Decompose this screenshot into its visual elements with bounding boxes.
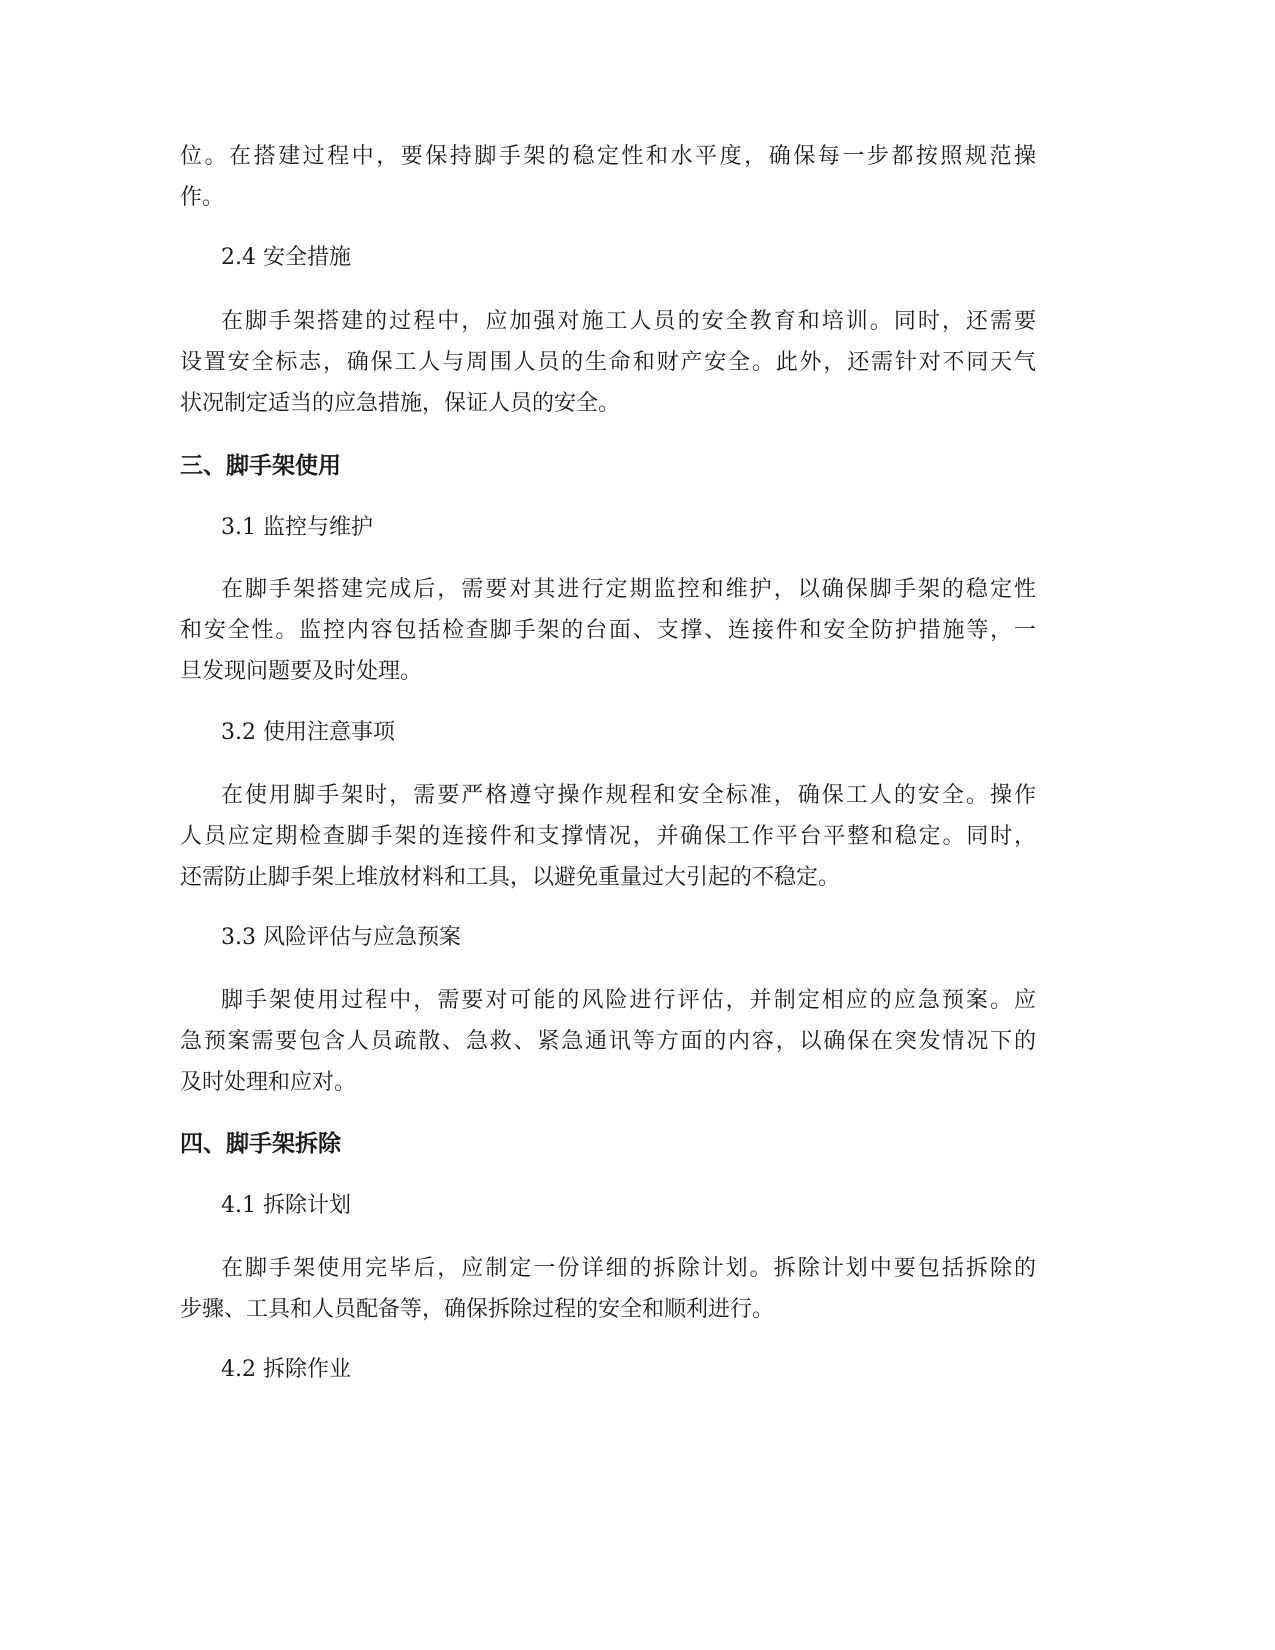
paragraph-line: 旦发现问题要及时处理。 [180, 659, 423, 684]
paragraph-line: 在使用脚手架时，需要严格遵守操作规程和安全标准，确保工人的安全。操作 [221, 783, 1036, 808]
subsection-title-4-2: 4.2 拆除作业 [221, 1357, 351, 1382]
paragraph-line: 设置安全标志，确保工人与周围人员的生命和财产安全。此外，还需针对不同天气 [180, 350, 1036, 375]
paragraph-line: 在脚手架使用完毕后，应制定一份详细的拆除计划。拆除计划中要包括拆除的 [221, 1256, 1036, 1281]
subsection-title-2-4: 2.4 安全措施 [221, 245, 351, 270]
paragraph-line: 位。在搭建过程中，要保持脚手架的稳定性和水平度，确保每一步都按照规范操 [180, 144, 1036, 169]
paragraph-line: 脚手架使用过程中，需要对可能的风险进行评估，并制定相应的应急预案。应 [221, 988, 1036, 1013]
paragraph-line: 在脚手架搭建完成后，需要对其进行定期监控和维护，以确保脚手架的稳定性 [221, 577, 1036, 602]
paragraph-line: 人员应定期检查脚手架的连接件和支撑情况，并确保工作平台平整和稳定。同时， [180, 824, 1036, 849]
paragraph-line: 步骤、工具和人员配备等，确保拆除过程的安全和顺利进行。 [180, 1297, 775, 1322]
subsection-title-3-2: 3.2 使用注意事项 [221, 720, 395, 745]
paragraph-line: 状况制定适当的应急措施，保证人员的安全。 [180, 391, 621, 416]
paragraph-line: 在脚手架搭建的过程中，应加强对施工人员的安全教育和培训。同时，还需要 [221, 309, 1036, 334]
paragraph-line: 及时处理和应对。 [180, 1070, 357, 1095]
paragraph-line: 和安全性。监控内容包括检查脚手架的台面、支撑、连接件和安全防护措施等，一 [180, 618, 1036, 643]
paragraph-line: 还需防止脚手架上堆放材料和工具，以避免重量过大引起的不稳定。 [180, 865, 841, 890]
paragraph-line: 急预案需要包含人员疏散、急救、紧急通讯等方面的内容，以确保在突发情况下的 [180, 1029, 1036, 1054]
paragraph-line: 作。 [180, 185, 225, 210]
subsection-title-3-1: 3.1 监控与维护 [221, 515, 373, 540]
section-heading-4: 四、脚手架拆除 [180, 1131, 341, 1157]
subsection-title-4-1: 4.1 拆除计划 [221, 1193, 351, 1218]
section-heading-3: 三、脚手架使用 [180, 453, 341, 479]
subsection-title-3-3: 3.3 风险评估与应急预案 [221, 925, 461, 950]
